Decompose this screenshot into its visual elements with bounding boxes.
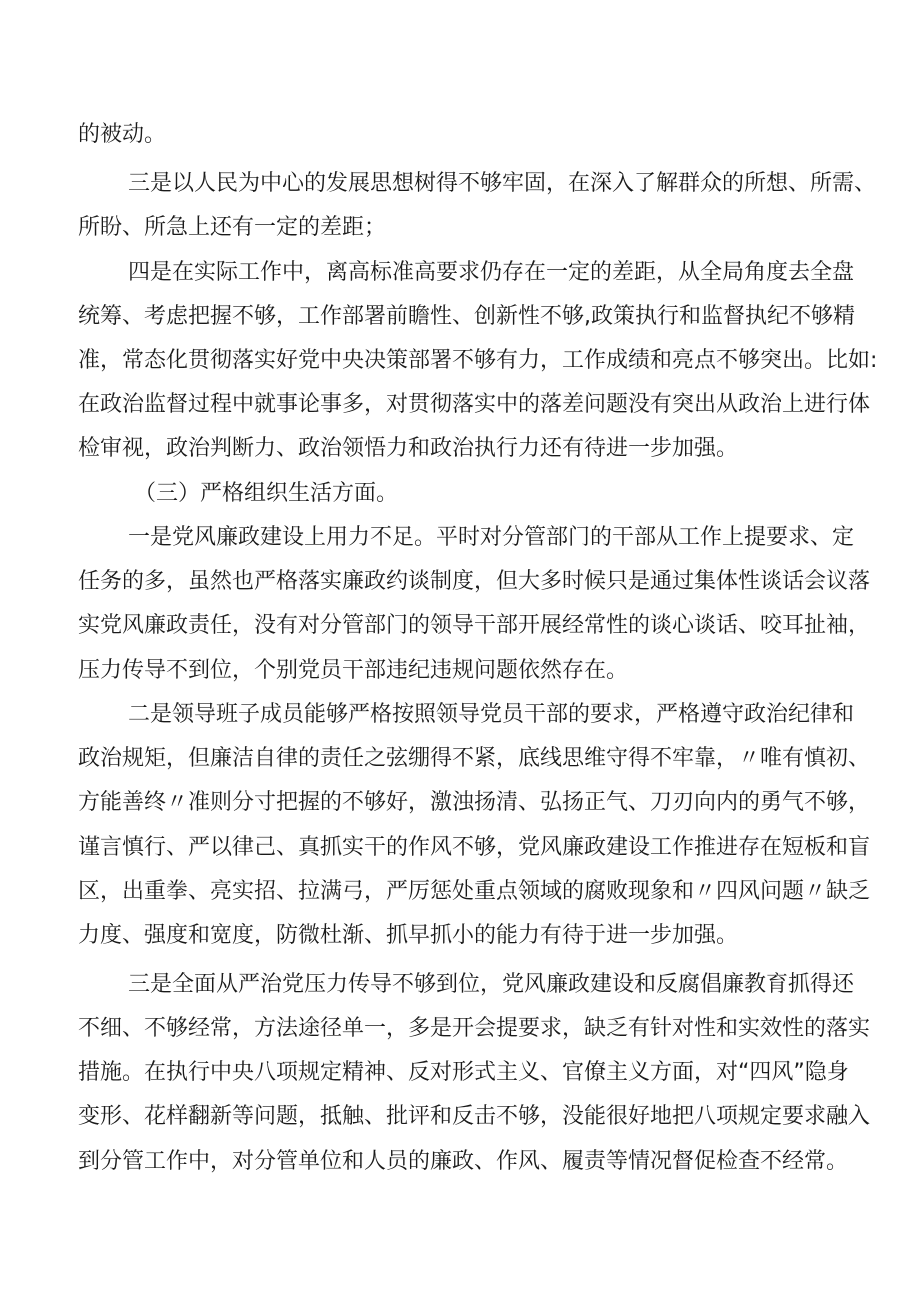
text-line: 准，常态化贯彻落实好党中央决策部署不够有力，工作成绩和亮点不够突出。比如: (78, 348, 878, 373)
text-line: 力度、强度和宽度，防微杜渐、抓早抓小的能力有待于进一步加强。 (78, 923, 739, 948)
text-line: 到分管工作中，对分管单位和人员的廉政、作风、履责等情况督促检查不经常。 (78, 1149, 849, 1174)
text-line: 谨言慎行、严以律己、真抓实干的作风不够，党风廉政建设工作推进存在短板和盲 (78, 835, 871, 860)
text-line: 一是党风廉政建设上用力不足。平时对分管部门的干部从工作上提要求、定 (128, 525, 855, 550)
text-line: 所盼、所急上还有一定的差距； (78, 215, 387, 240)
text-line: 检审视，政治判断力、政治领悟力和政治执行力还有待进一步加强。 (78, 436, 739, 461)
text-line: 方能善终〃准则分寸把握的不够好，激浊扬清、弘扬正气、刀刃向内的勇气不够， (78, 790, 871, 815)
text-line: 的被动。 (78, 122, 167, 147)
text-line: 不细、不够经常，方法途径单一，多是开会提要求，缺乏有针对性和实效性的落实 (78, 1016, 871, 1041)
text-line: 任务的多，虽然也严格落实廉政约谈制度，但大多时候只是通过集体性谈话会议落 (78, 569, 871, 594)
text-line: 三是全面从严治党压力传导不够到位，党风廉政建设和反腐倡廉教育抓得还 (128, 972, 855, 997)
text-line: 统筹、考虑把握不够，工作部署前瞻性、创新性不够,政策执行和监督执纪不够精 (78, 304, 855, 329)
text-line: 二是领导班子成员能够严格按照领导党员干部的要求，严格遵守政治纪律和 (128, 702, 855, 727)
text-line: 在政治监督过程中就事论事多，对贯彻落实中的落差问题没有突出从政治上进行体 (78, 392, 871, 417)
text-line: 四是在实际工作中，离高标准高要求仍存在一定的差距，从全局角度去全盘 (128, 260, 855, 285)
text-line: 措施。在执行中央八项规定精神、反对形式主义、官僚主义方面，对“四风”隐身 (78, 1060, 849, 1085)
text-line: 实党风廉政责任，没有对分管部门的领导干部开展经常性的谈心谈话、咬耳扯袖， (78, 613, 871, 638)
text-line: 三是以人民为中心的发展思想树得不够牢固，在深入了解群众的所想、所需、 (128, 171, 877, 196)
text-line: 区，出重拳、亮实招、拉满弓，严厉惩处重点领域的腐败现象和〃四风问题〃缺乏 (78, 879, 871, 904)
text-line: 政治规矩，但廉洁自律的责任之弦绷得不紧，底线思维守得不牢靠，〃唯有慎初、 (78, 746, 871, 771)
section-heading: （三）严格组织生活方面。 (134, 481, 399, 506)
text-line: 压力传导不到位，个别党员干部违纪违规问题依然存在。 (78, 658, 629, 683)
text-line: 变形、花样翻新等问题，抵触、批评和反击不够，没能很好地把八项规定要求融入 (78, 1104, 871, 1129)
